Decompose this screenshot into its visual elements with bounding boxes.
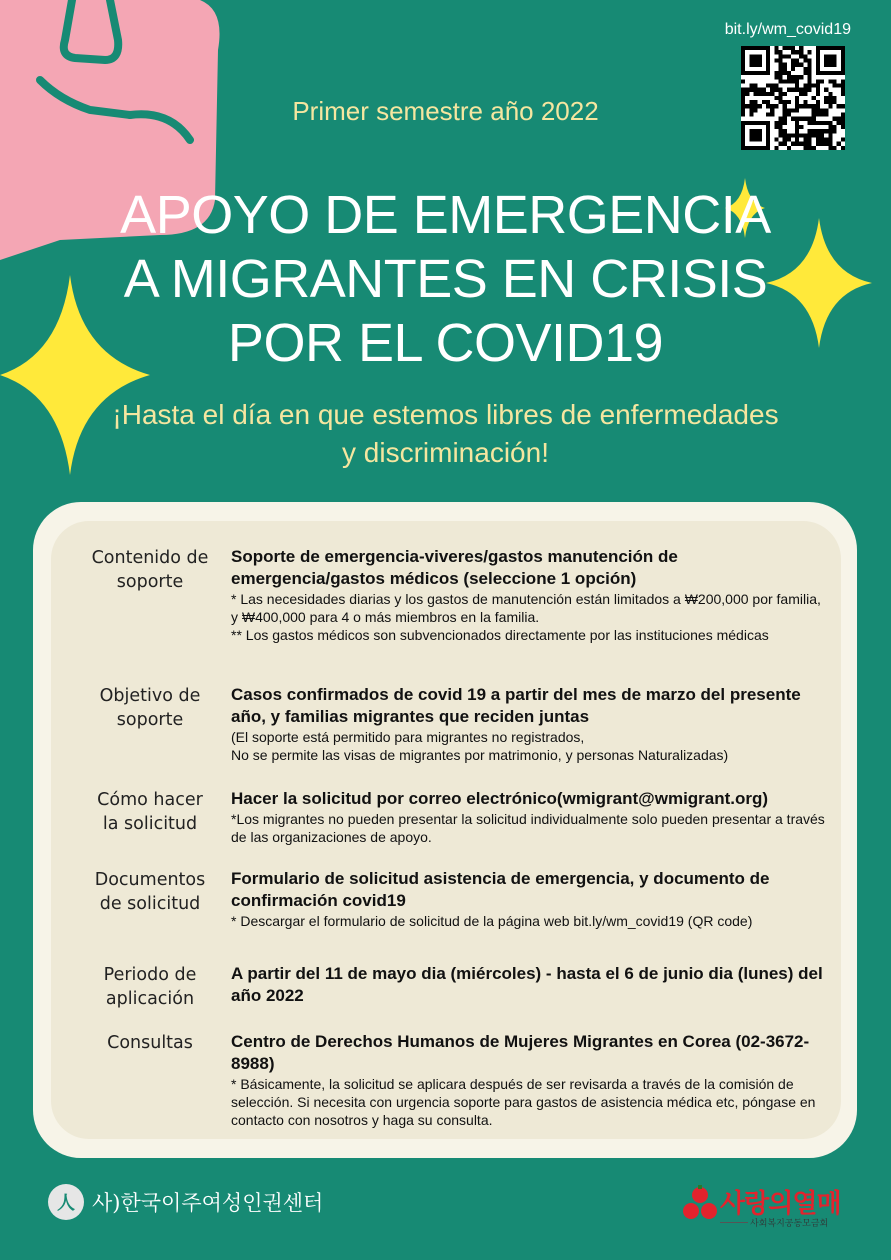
row-heading: A partir del 11 de mayo dia (miércoles) - hasta el 6 de junio dia (lunes) del año 2022 bbox=[231, 964, 823, 1005]
row-label: Cómo hacer la solicitud bbox=[97, 790, 203, 834]
divider bbox=[720, 1222, 748, 1223]
row-heading: Formulario de solicitud asistencia de emergencia, y documento de confirmación covid19 bbox=[231, 869, 770, 910]
heart-fruit-icon bbox=[682, 1185, 718, 1225]
row-label: Periodo de aplicación bbox=[103, 965, 197, 1009]
org-emblem-icon: 人 bbox=[48, 1184, 84, 1220]
row-note: * Las necesidades diarias y los gastos de manutención están limitados a ₩200,000 por familia, y ₩400,000 para 4 o más miembros en la familia. ** Los gastos médicos son subvencionados directamente por las instituciones médicas bbox=[231, 591, 821, 643]
title-line: POR EL COVID19 bbox=[227, 313, 664, 373]
org-name: 사랑의열매 bbox=[720, 1188, 841, 1218]
row-content bbox=[231, 546, 831, 644]
row-heading: Casos confirmados de covid 19 a partir del mes de marzo del presente año, y familias migrantes que reciden juntas bbox=[231, 685, 801, 726]
row-content bbox=[231, 1031, 831, 1129]
row-note: * Básicamente, la solicitud se aplicara después de ser revisarda a través de la comisión de selección. Si necesita con urgencia soporte para gastos de asistencia médica etc, póngase en contacto con nosotros y haga su consulta. bbox=[231, 1076, 816, 1128]
row-heading: Hacer la solicitud por correo electrónico(wmigrant@wmigrant.org) bbox=[231, 789, 769, 808]
row-heading: Centro de Derechos Humanos de Mujeres Migrantes en Corea (02-3672-8988) bbox=[231, 1032, 810, 1073]
row-label: Objetivo de soporte bbox=[99, 686, 201, 730]
org-name: 사)한국이주여성인권센터 bbox=[92, 1191, 324, 1215]
row-label: Contenido de soporte bbox=[91, 548, 209, 592]
row-content bbox=[231, 684, 831, 764]
row-label: Documentos de solicitud bbox=[94, 870, 206, 914]
row-note: * Descargar el formulario de solicitud de la página web bit.ly/wm_covid19 (QR code) bbox=[231, 913, 753, 929]
row-label: Consultas bbox=[107, 1033, 193, 1053]
row-note: (El soporte está permitido para migrantes no registrados, No se permite las visas de migrantes por matrimonio, y personas Naturalizadas) bbox=[231, 729, 729, 763]
slogan-line: y discriminación! bbox=[342, 437, 549, 468]
semester-subtitle: Primer semestre año 2022 bbox=[292, 96, 599, 126]
slogan-line: ¡Hasta el día en que estemos libres de enfermedades bbox=[112, 399, 779, 430]
row-content bbox=[231, 963, 831, 1007]
title-line: APOYO DE EMERGENCIA bbox=[120, 185, 771, 245]
row-content bbox=[231, 788, 831, 846]
org-logo-left bbox=[48, 1184, 323, 1220]
row-heading: Soporte de emergencia-viveres/gastos manutención de emergencia/gastos médicos (seleccione 1 opción) bbox=[231, 547, 678, 588]
short-url[interactable]: bit.ly/wm_covid19 bbox=[724, 21, 851, 38]
org-subname: 사회복지공동모금회 bbox=[750, 1218, 829, 1228]
page-title bbox=[40, 183, 851, 375]
slogan bbox=[40, 396, 851, 472]
title-line: A MIGRANTES EN CRISIS bbox=[123, 249, 768, 309]
org-logo-right bbox=[682, 1183, 862, 1231]
row-note: *Los migrantes no pueden presentar la solicitud individualmente solo pueden presentar a través de las organizaciones de apoyo. bbox=[231, 811, 825, 845]
row-content bbox=[231, 868, 831, 930]
